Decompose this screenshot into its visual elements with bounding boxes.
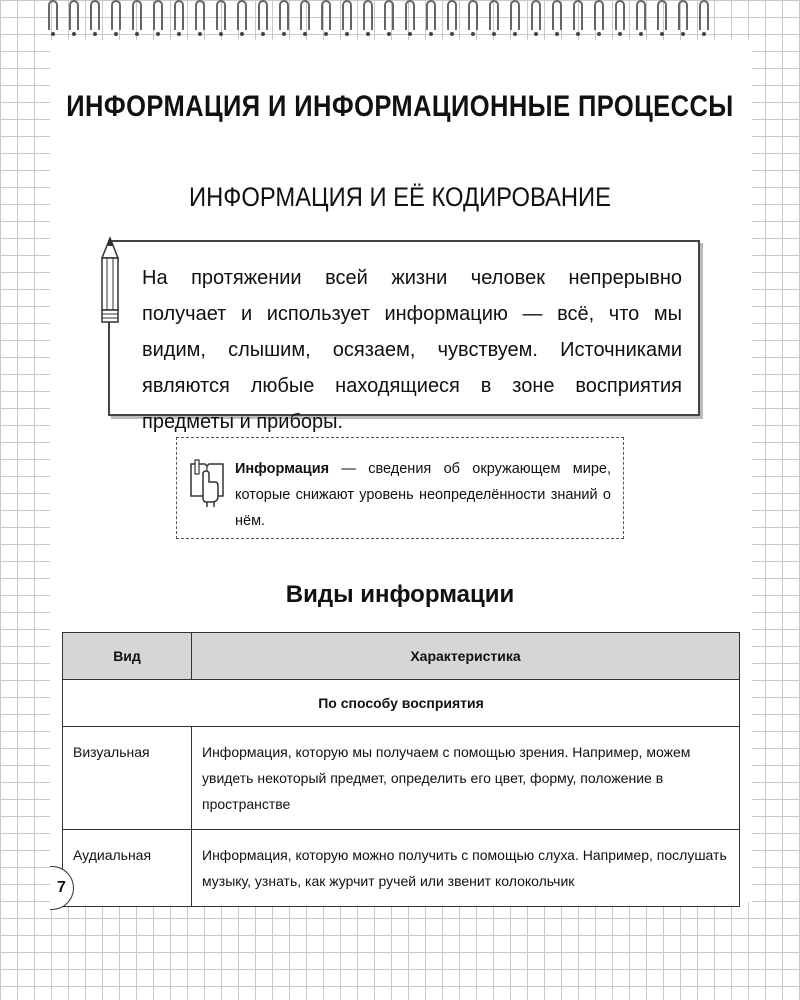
intro-box [108, 240, 700, 433]
spiral-binding [0, 0, 800, 42]
group-label: По способу восприятия [63, 680, 740, 727]
page-title: ИНФОРМАЦИЯ И ИНФОРМАЦИОННЫЕ ПРОЦЕССЫ [66, 90, 734, 123]
table-row [63, 830, 740, 907]
table-header-row [63, 633, 740, 680]
definition-box [176, 437, 624, 539]
info-types-table [62, 632, 740, 907]
row-desc: Информация, которую можно получить с помощью слуха. Например, послушать музыку, узнать, как журчит ручей или звенит колокольчик [192, 830, 740, 907]
table-group-row [63, 680, 740, 727]
pencil-icon [98, 236, 122, 326]
table-row [63, 727, 740, 830]
row-kind: Визуальная [63, 727, 192, 830]
section-subtitle: ИНФОРМАЦИЯ И ЕЁ КОДИРОВАНИЕ [189, 182, 611, 212]
row-desc: Информация, которую мы получаем с помощью зрения. Например, можем увидеть некоторый предмет, определить его цвет, форму, положение в пространстве [192, 727, 740, 830]
book-hand-icon [187, 456, 227, 508]
definition-body: — сведения об окружающем мире, которые снижают уровень неопределённости знаний о нём. [235, 461, 611, 529]
definition-term: Информация [235, 461, 330, 477]
definition-text [235, 456, 611, 534]
row-kind: Аудиальная [63, 830, 192, 907]
header-kind: Вид [63, 633, 192, 680]
page-number: 7 [50, 866, 74, 910]
header-characteristic: Характеристика [192, 633, 740, 680]
section-title: Виды информации [285, 581, 515, 608]
intro-text: На протяжении всей жизни человек непрерывно получает и использует информацию — всё, что мы видим, слышим, осязаем, чувствуем. Источниками являются любые находящиеся в зоне восприятия предметы и приборы. [142, 267, 682, 433]
